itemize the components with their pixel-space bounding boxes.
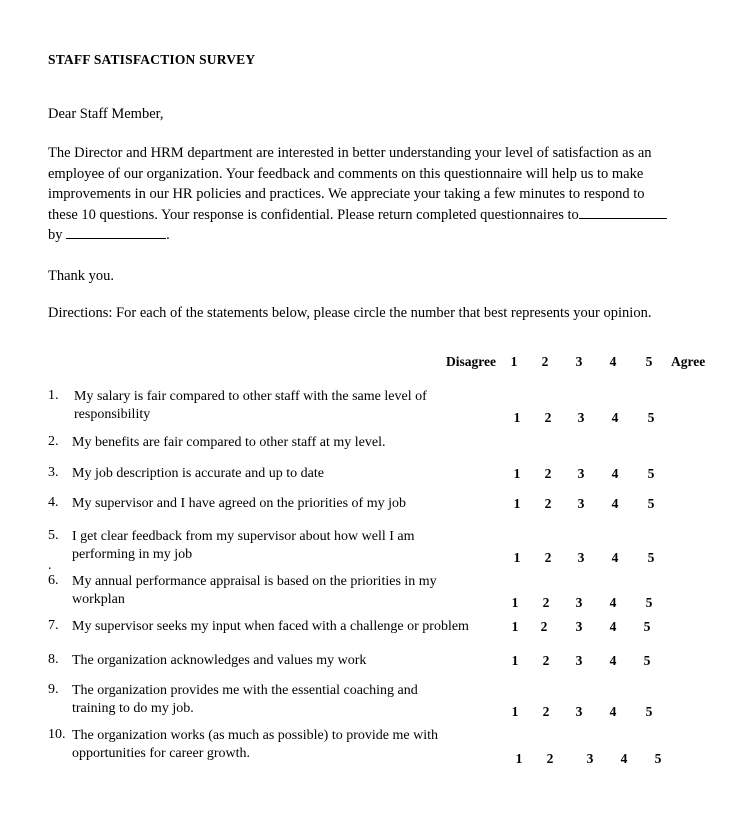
scale-option-2[interactable]: 2	[542, 703, 550, 719]
intro-text-part2: by	[48, 227, 63, 244]
question-number: 2.	[48, 433, 59, 449]
question-row-4	[48, 495, 682, 528]
question-scale[interactable]	[510, 466, 730, 482]
question-row-6	[48, 573, 682, 618]
scale-option-3[interactable]: 3	[577, 495, 585, 511]
scale-option-2[interactable]: 2	[544, 549, 552, 565]
question-scale[interactable]	[510, 496, 730, 512]
scale-option-4[interactable]: 4	[611, 495, 619, 511]
scale-option-5[interactable]: 5	[647, 465, 655, 481]
scale-option-2[interactable]: 2	[542, 594, 550, 610]
question-scale[interactable]	[508, 619, 728, 635]
scale-option-5[interactable]: 5	[643, 652, 651, 668]
scale-option-3[interactable]: 3	[577, 549, 585, 565]
scale-option-3[interactable]: 3	[575, 703, 583, 719]
question-scale[interactable]	[508, 595, 728, 611]
question-scale[interactable]	[512, 751, 732, 767]
question-number: 10.	[48, 726, 66, 742]
intro-text-part1: The Director and HRM department are interested in better understanding your level of satisfaction as an employee of our organization. Your feedback and comments on this questionnaire will help us to make improvements in our HR policies and practices. We appreciate your taking a few minutes to respond to these 10 questions. Your response is confidential. Please return completed questionnaires to	[48, 145, 652, 223]
scale-option-4[interactable]: 4	[611, 465, 619, 481]
scale-option-2[interactable]: 2	[544, 465, 552, 481]
directions-line: Directions: For each of the statements below, please circle the number that best represents your opinion.	[48, 304, 652, 321]
return-to-blank[interactable]	[579, 205, 667, 218]
scale-option-1[interactable]: 1	[513, 409, 521, 425]
question-text: I get clear feedback from my supervisor about how well I am performing in my job	[72, 528, 415, 563]
scale-option-1[interactable]: 1	[511, 652, 519, 668]
scale-option-4[interactable]: 4	[611, 549, 619, 565]
question-text: My supervisor seeks my input when faced with a challenge or problem	[72, 618, 469, 634]
return-by-blank[interactable]	[66, 226, 166, 239]
question-number: 3.	[48, 464, 59, 480]
question-number: 7.	[48, 617, 59, 633]
stray-period: .	[48, 557, 52, 573]
question-scale[interactable]	[508, 704, 728, 720]
question-row-7	[48, 618, 682, 652]
scale-header-4: 4	[609, 353, 617, 369]
scale-option-5[interactable]: 5	[647, 549, 655, 565]
scale-option-3[interactable]: 3	[575, 594, 583, 610]
question-text: The organization provides me with the essential coaching and training to do my job.	[72, 682, 418, 717]
scale-label-agree: Agree	[671, 353, 706, 369]
scale-option-5[interactable]: 5	[647, 409, 655, 425]
question-number: 4.	[48, 494, 59, 510]
question-number: 1.	[48, 387, 59, 403]
scale-option-4[interactable]: 4	[609, 703, 617, 719]
scale-option-5[interactable]: 5	[645, 594, 653, 610]
scale-option-3[interactable]: 3	[577, 465, 585, 481]
scale-option-2[interactable]: 2	[546, 750, 554, 766]
scale-label-disagree: Disagree	[446, 353, 496, 369]
scale-option-1[interactable]: 1	[513, 465, 521, 481]
scale-option-2[interactable]: 2	[544, 495, 552, 511]
question-row-9	[48, 682, 682, 727]
scale-option-2[interactable]: 2	[544, 409, 552, 425]
intro-paragraph	[48, 143, 670, 246]
question-number: 6.	[48, 572, 59, 588]
question-number: 5.	[48, 527, 59, 543]
scale-option-4[interactable]: 4	[609, 652, 617, 668]
scale-option-5[interactable]: 5	[647, 495, 655, 511]
question-text: The organization works (as much as possible) to provide me with opportunities for career growth.	[72, 727, 438, 762]
question-row-10	[48, 727, 682, 772]
scale-option-4[interactable]: 4	[609, 594, 617, 610]
scale-option-1[interactable]: 1	[511, 618, 519, 634]
scale-header-3: 3	[575, 353, 583, 369]
question-list	[48, 388, 682, 772]
scale-option-1[interactable]: 1	[513, 549, 521, 565]
scale-option-3[interactable]: 3	[586, 750, 594, 766]
question-text: My benefits are fair compared to other staff at my level.	[72, 434, 386, 450]
question-number: 8.	[48, 651, 59, 667]
question-row-5	[48, 528, 682, 573]
question-row-2	[48, 434, 682, 465]
scale-option-3[interactable]: 3	[577, 409, 585, 425]
page-title: STAFF SATISFACTION SURVEY	[48, 52, 256, 67]
question-scale[interactable]	[510, 550, 730, 566]
scale-option-4[interactable]: 4	[609, 618, 617, 634]
scale-option-3[interactable]: 3	[575, 618, 583, 634]
question-text: My supervisor and I have agreed on the priorities of my job	[72, 495, 406, 511]
scale-option-5[interactable]: 5	[643, 618, 651, 634]
scale-header-5: 5	[645, 353, 653, 369]
question-row-8	[48, 652, 682, 682]
scale-header-2: 2	[541, 353, 549, 369]
question-scale[interactable]	[508, 653, 728, 669]
question-number: 9.	[48, 681, 59, 697]
scale-option-4[interactable]: 4	[611, 409, 619, 425]
scale-option-1[interactable]: 1	[511, 703, 519, 719]
question-row-1	[48, 388, 682, 434]
scale-option-5[interactable]: 5	[654, 750, 662, 766]
question-scale[interactable]	[510, 410, 730, 426]
thank-you-line: Thank you.	[48, 267, 115, 284]
scale-option-1[interactable]: 1	[513, 495, 521, 511]
scale-option-2[interactable]: 2	[542, 652, 550, 668]
question-text: My annual performance appraisal is based on the priorities in my workplan	[72, 573, 437, 608]
question-text: The organization acknowledges and values my work	[72, 652, 367, 668]
scale-header-1: 1	[510, 353, 518, 369]
scale-option-1[interactable]: 1	[515, 750, 523, 766]
intro-text-part3: .	[166, 227, 170, 244]
question-text: My job description is accurate and up to date	[72, 465, 324, 481]
salutation: Dear Staff Member,	[48, 106, 164, 122]
scale-option-1[interactable]: 1	[511, 594, 519, 610]
scale-option-4[interactable]: 4	[620, 750, 628, 766]
scale-option-2[interactable]: 2	[540, 618, 548, 634]
scale-option-3[interactable]: 3	[575, 652, 583, 668]
scale-option-5[interactable]: 5	[645, 703, 653, 719]
scale-header	[48, 353, 706, 376]
question-row-3	[48, 465, 682, 495]
question-text: My salary is fair compared to other staff with the same level of responsibility	[74, 388, 427, 423]
